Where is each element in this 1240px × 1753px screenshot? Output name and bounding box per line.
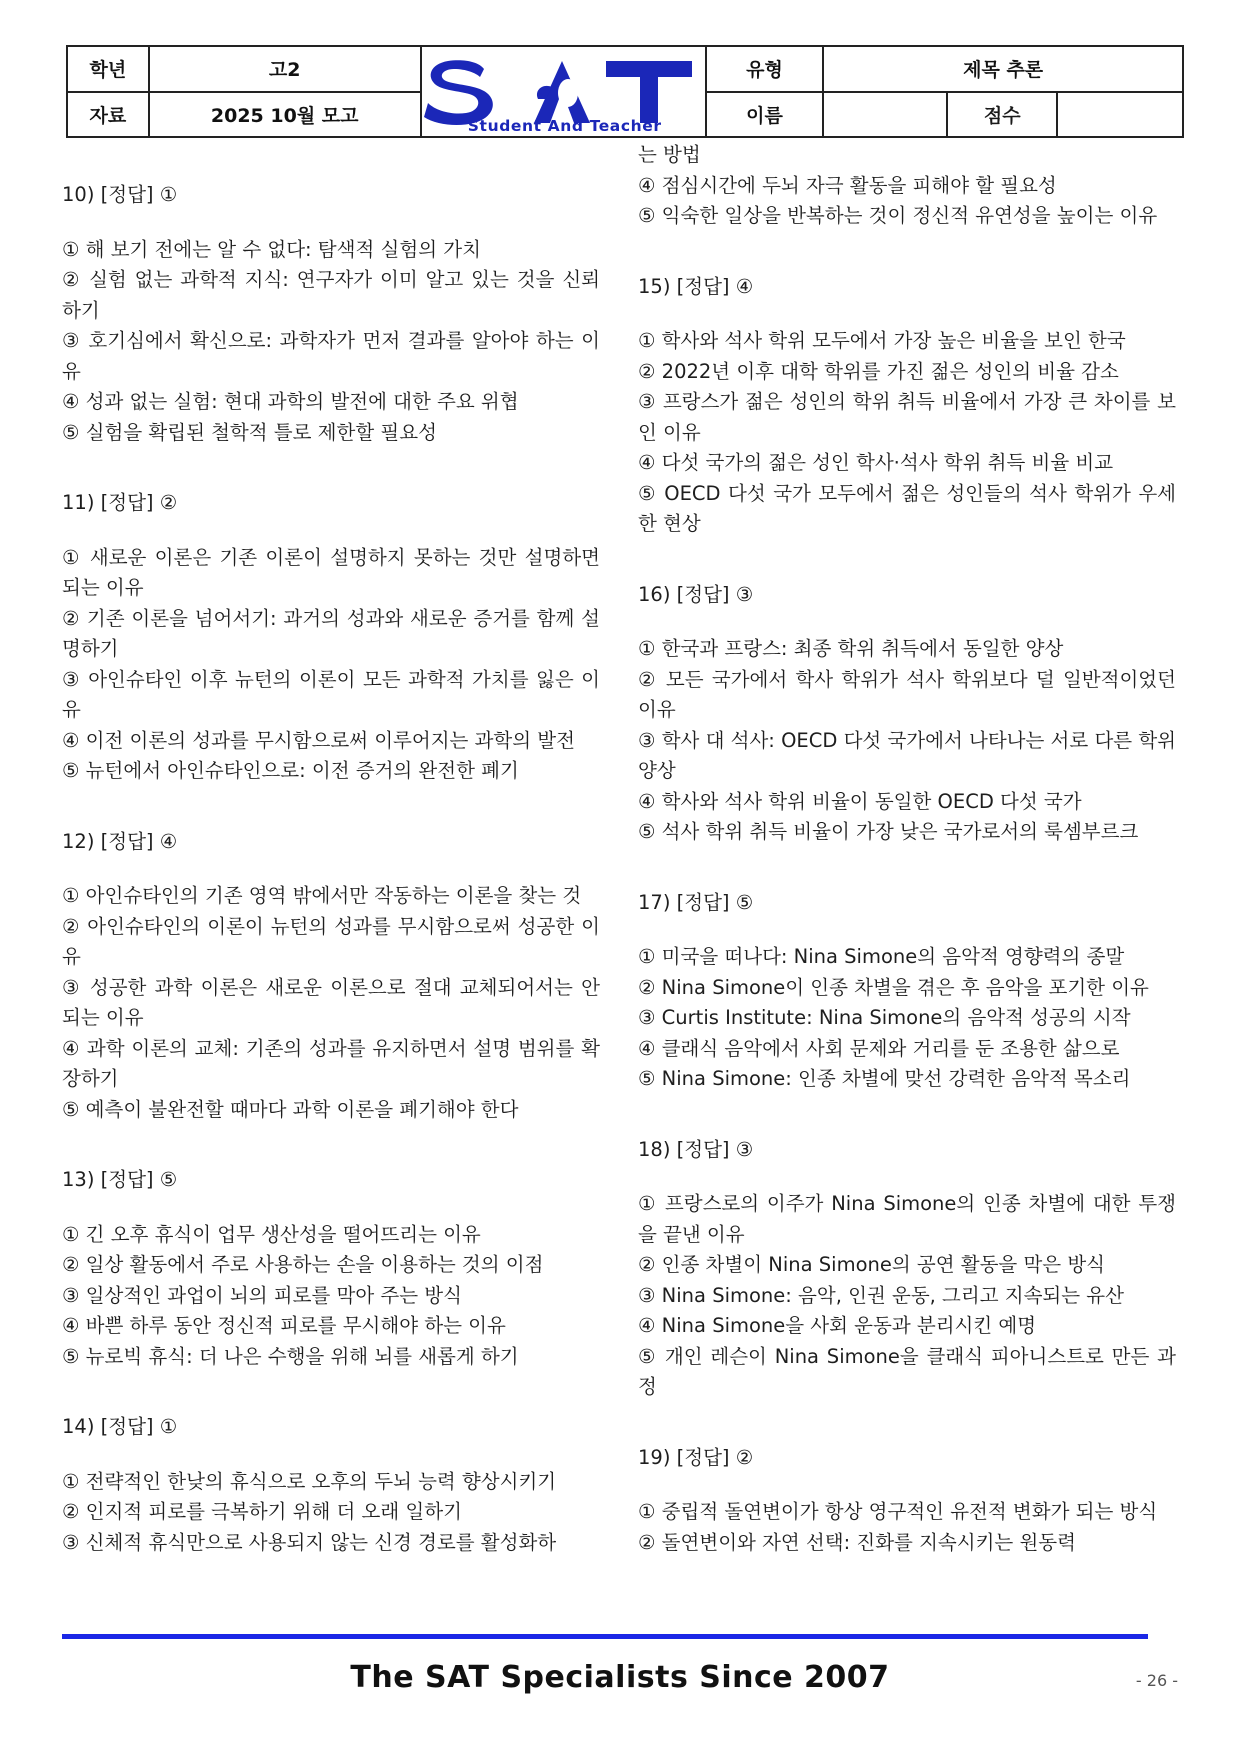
header-value-column <box>150 47 422 136</box>
name-score-row <box>824 93 1182 137</box>
option-17-2: ② Nina Simone이 인종 차별을 겪은 후 음악을 포기한 이유 <box>638 975 1149 999</box>
right-column <box>638 140 1176 1558</box>
option-11-5: ⑤ 뉴턴에서 아인슈타인으로: 이전 증거의 완전한 폐기 <box>62 759 519 782</box>
option-13-5: ⑤ 뉴로빅 휴식: 더 나은 수행을 위해 뇌를 새롭게 하기 <box>62 1344 519 1368</box>
option-18-2: ② 인종 차별이 Nina Simone의 공연 활동을 막은 방식 <box>638 1253 1106 1276</box>
option-12-3: ③ 성공한 과학 이론은 새로운 이론으로 절대 교체되어서는 안 되는 이유 <box>62 975 600 1029</box>
answer-16: 16) [정답] ③ <box>638 582 754 606</box>
answer-11: 11) [정답] ② <box>62 491 178 514</box>
sat-logo <box>422 47 707 136</box>
option-19-1: ① 중립적 돌연변이가 항상 영구적인 유전적 변화가 되는 방식 <box>638 1500 1158 1523</box>
option-10-5: ⑤ 실험을 확립된 철학적 틀로 제한할 필요성 <box>62 420 437 444</box>
option-15-4: ④ 다섯 국가의 젊은 성인 학사·석사 학위 취득 비율 비교 <box>638 451 1114 474</box>
source-label: 자료 <box>68 93 150 137</box>
footer-slogan: The SAT Specialists Since 2007 <box>350 1660 890 1695</box>
option-16-2: ② 모든 국가에서 학사 학위가 석사 학위보다 덜 일반적이었던 이유 <box>638 667 1176 721</box>
logo-subtitle: Student And Teacher <box>467 117 662 135</box>
left-column <box>62 140 600 1558</box>
option-11-1: ① 새로운 이론은 기존 이론이 설명하지 못하는 것만 설명하면 되는 이유 <box>62 545 600 599</box>
grade-label: 학년 <box>68 47 150 93</box>
option-15-3: ③ 프랑스가 젊은 성인의 학위 취득 비율에서 가장 큰 차이를 보인 이유 <box>638 390 1176 444</box>
answer-13: 13) [정답] ⑤ <box>62 1168 178 1191</box>
header-label-column <box>68 47 150 136</box>
option-14-1: ① 전략적인 한낮의 휴식으로 오후의 두뇌 능력 향상시키기 <box>62 1469 557 1493</box>
option-13-4: ④ 바쁜 하루 동안 정신적 피로를 무시해야 하는 이유 <box>62 1314 506 1337</box>
option-13-3: ③ 일상적인 과업이 뇌의 피로를 막아 주는 방식 <box>62 1283 462 1307</box>
option-14-3: ③ 신체적 휴식만으로 사용되지 않는 신경 경로를 활성화하 <box>62 1530 557 1554</box>
name-label: 이름 <box>707 93 825 137</box>
score-field[interactable] <box>1058 93 1182 137</box>
option-18-3: ③ Nina Simone: 음악, 인권 운동, 그리고 지속되는 유산 <box>638 1283 1124 1307</box>
grade-value: 고2 <box>150 47 422 93</box>
option-12-2: ② 아인슈타인의 이론이 뉴턴의 성과를 무시함으로써 성공한 이유 <box>62 914 600 968</box>
option-10-2: ② 실험 없는 과학적 지식: 연구자가 이미 알고 있는 것을 신뢰하기 <box>62 268 600 322</box>
answer-15: 15) [정답] ④ <box>638 274 754 298</box>
option-14-5: ⑤ 익숙한 일상을 반복하는 것이 정신적 유연성을 높이는 이유 <box>638 204 1158 227</box>
answer-18: 18) [정답] ③ <box>638 1137 754 1161</box>
option-17-5: ⑤ Nina Simone: 인종 차별에 맞선 강력한 음악적 목소리 <box>638 1067 1131 1090</box>
source-value: 2025 10월 모고 <box>150 93 422 137</box>
option-15-1: ① 학사와 석사 학위 모두에서 가장 높은 비율을 보인 한국 <box>638 329 1126 352</box>
name-field[interactable] <box>824 93 948 137</box>
option-10-3: ③ 호기심에서 확신으로: 과학자가 먼저 결과를 알아야 하는 이유 <box>62 329 600 383</box>
option-10-1: ① 해 보기 전에는 알 수 없다: 탐색적 실험의 가치 <box>62 237 481 261</box>
option-14-3-cont: 는 방법 <box>638 143 701 166</box>
option-10-4: ④ 성과 없는 실험: 현대 과학의 발전에 대한 주요 위협 <box>62 390 519 413</box>
option-18-5: ⑤ 개인 레슨이 Nina Simone을 클래식 피아니스트로 만든 과정 <box>638 1344 1176 1398</box>
option-11-4: ④ 이전 이론의 성과를 무시함으로써 이루어지는 과학의 발전 <box>62 728 575 752</box>
header-label-column-2 <box>707 47 825 136</box>
answer-14: 14) [정답] ① <box>62 1415 178 1438</box>
option-16-3: ③ 학사 대 석사: OECD 다섯 국가에서 나타나는 서로 다른 학위 양상 <box>638 728 1176 782</box>
option-12-4: ④ 과학 이론의 교체: 기존의 성과를 유지하면서 설명 범위를 확장하기 <box>62 1036 600 1090</box>
answer-10: 10) [정답] ① <box>62 183 178 206</box>
option-15-5: ⑤ OECD 다섯 국가 모두에서 젊은 성인들의 석사 학위가 우세한 현상 <box>638 481 1176 535</box>
option-16-4: ④ 학사와 석사 학위 비율이 동일한 OECD 다섯 국가 <box>638 789 1082 813</box>
option-19-2: ② 돌연변이와 자연 선택: 진화를 지속시키는 원동력 <box>638 1530 1076 1554</box>
option-14-4: ④ 점심시간에 두뇌 자극 활동을 피해야 할 필요성 <box>638 173 1057 197</box>
option-12-5: ⑤ 예측이 불완전할 때마다 과학 이론을 폐기해야 한다 <box>62 1097 519 1121</box>
option-11-3: ③ 아인슈타인 이후 뉴턴의 이론이 모든 과학적 가치를 잃은 이유 <box>62 667 600 721</box>
type-value: 제목 추론 <box>824 47 1182 93</box>
option-17-1: ① 미국을 떠나다: Nina Simone의 음악적 영향력의 종말 <box>638 945 1125 968</box>
answer-12: 12) [정답] ④ <box>62 829 178 853</box>
header-value-column-2 <box>824 47 1182 136</box>
option-16-1: ① 한국과 프랑스: 최종 학위 취득에서 동일한 양상 <box>638 637 1064 660</box>
option-11-2: ② 기존 이론을 넘어서기: 과거의 성과와 새로운 증거를 함께 설명하기 <box>62 606 600 660</box>
option-14-2: ② 인지적 피로를 극복하기 위해 더 오래 일하기 <box>62 1500 462 1523</box>
option-17-3: ③ Curtis Institute: Nina Simone의 음악적 성공의 시작 <box>638 1006 1131 1029</box>
header-table <box>66 45 1184 138</box>
option-13-2: ② 일상 활동에서 주로 사용하는 손을 이용하는 것의 이점 <box>62 1253 544 1276</box>
footer-divider <box>62 1634 1148 1639</box>
option-15-2: ② 2022년 이후 대학 학위를 가진 젊은 성인의 비율 감소 <box>638 359 1119 383</box>
answer-19: 19) [정답] ② <box>638 1445 754 1469</box>
type-label: 유형 <box>707 47 825 93</box>
page-number: - 26 - <box>1135 1671 1178 1690</box>
option-12-1: ① 아인슈타인의 기존 영역 밖에서만 작동하는 이론을 찾는 것 <box>62 884 582 907</box>
answer-17: 17) [정답] ⑤ <box>638 890 754 914</box>
option-16-5: ⑤ 석사 학위 취득 비율이 가장 낮은 국가로서의 룩셈부르크 <box>638 820 1139 843</box>
option-17-4: ④ 클래식 음악에서 사회 문제와 거리를 둔 조용한 삶으로 <box>638 1036 1120 1060</box>
score-label: 점수 <box>948 93 1058 137</box>
option-18-4: ④ Nina Simone을 사회 운동과 분리시킨 예명 <box>638 1314 1037 1337</box>
option-13-1: ① 긴 오후 휴식이 업무 생산성을 떨어뜨리는 이유 <box>62 1222 481 1246</box>
option-18-1: ① 프랑스로의 이주가 Nina Simone의 인종 차별에 대한 투쟁을 끝낸 이유 <box>638 1192 1176 1246</box>
